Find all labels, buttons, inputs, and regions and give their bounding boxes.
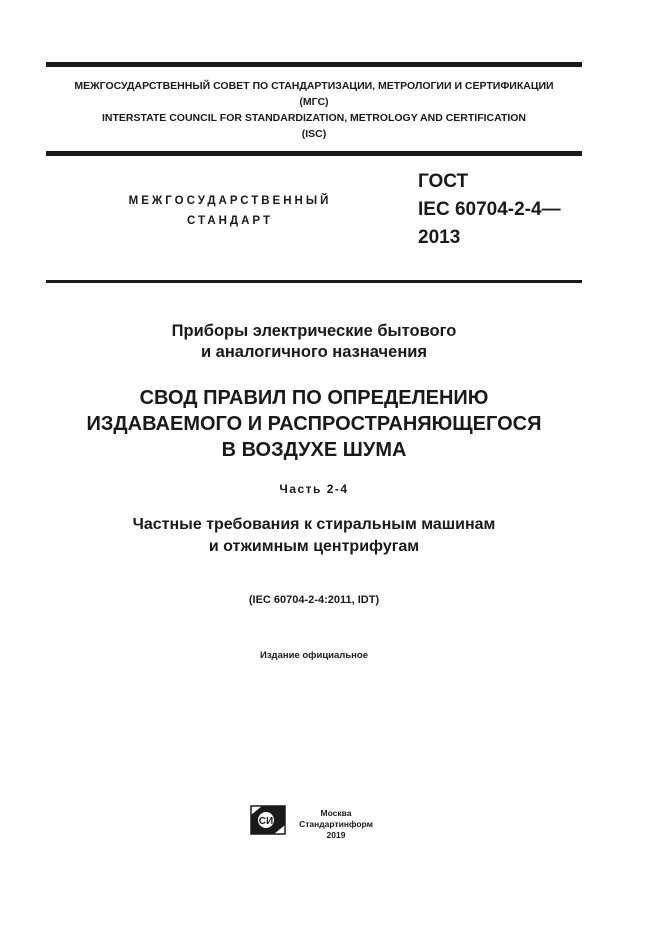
gost-designation xyxy=(418,168,561,252)
title-line2: и аналогичного назначения xyxy=(200,343,428,361)
publisher-block xyxy=(296,808,376,841)
gost-number: IEC 60704-2-4— xyxy=(418,199,561,220)
subtitle-line2: и отжимным центрифугам xyxy=(208,538,420,555)
header-rule xyxy=(46,151,582,156)
title-line1: Приборы электрические бытового xyxy=(171,322,457,340)
main-title-line2: ИЗДАВАЕМОГО И РАСПРОСТРАНЯЮЩЕГОСЯ xyxy=(86,413,542,435)
top-rule xyxy=(46,62,582,67)
interstate-line2: СТАНДАРТ xyxy=(187,215,273,227)
gost-year: 2013 xyxy=(418,227,461,248)
council-en-line1: INTERSTATE COUNCIL FOR STANDARDIZATION, METROLOGY AND CERTIFICATION xyxy=(101,112,527,124)
part-label: Часть 2-4 xyxy=(279,482,349,496)
standartinform-logo-icon xyxy=(250,805,286,835)
subtitle-line1: Частные требования к стиральным машинам xyxy=(132,516,496,533)
edition-label: Издание официальное xyxy=(260,650,368,661)
interstate-standard-label xyxy=(115,191,345,231)
subtitle xyxy=(46,514,582,558)
document-title xyxy=(46,321,582,363)
designation-rule xyxy=(46,280,582,283)
interstate-line1: МЕЖГОСУДАРСТВЕННЫЙ xyxy=(128,195,332,207)
council-en xyxy=(46,110,582,142)
main-title-line1: СВОД ПРАВИЛ ПО ОПРЕДЕЛЕНИЮ xyxy=(139,387,489,409)
council-en-line2: (ISC) xyxy=(301,128,327,140)
publisher-name: Стандартинформ xyxy=(299,819,373,829)
publisher-year: 2019 xyxy=(326,830,346,840)
main-title xyxy=(46,385,582,463)
council-ru-line2: (МГС) xyxy=(299,96,329,108)
iec-reference: (IEC 60704-2-4:2011, IDT) xyxy=(248,594,380,606)
svg-text:СИ: СИ xyxy=(258,816,274,827)
council-ru-line1: МЕЖГОСУДАРСТВЕННЫЙ СОВЕТ ПО СТАНДАРТИЗАЦИИ, МЕТРОЛОГИИ И СЕРТИФИКАЦИИ xyxy=(74,80,554,92)
publisher-city: Москва xyxy=(320,808,352,818)
council-ru xyxy=(46,78,582,110)
gost-label: ГОСТ xyxy=(418,171,469,192)
main-title-line3: В ВОЗДУХЕ ШУМА xyxy=(221,439,407,461)
